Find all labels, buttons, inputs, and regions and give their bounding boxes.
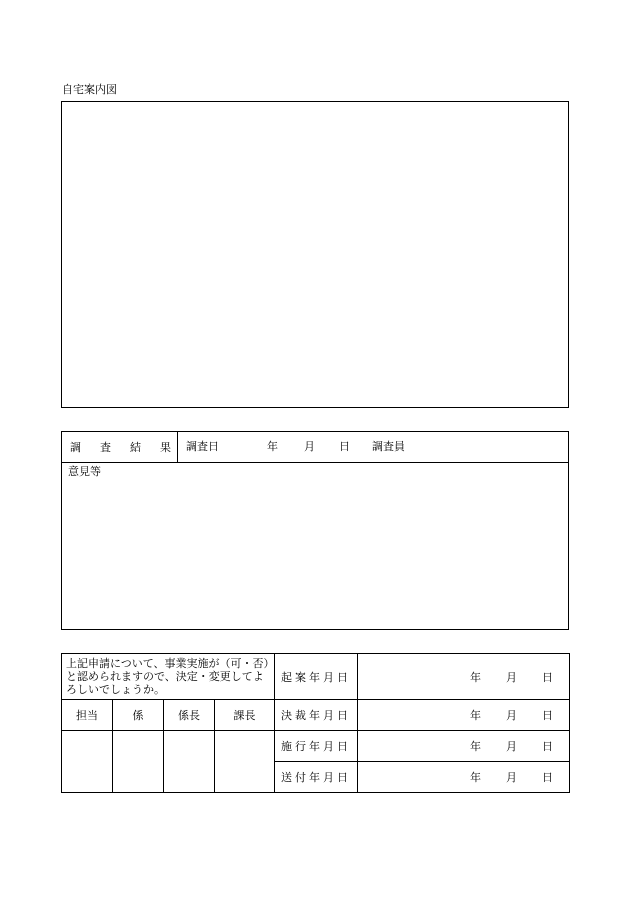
month-label: 月 (506, 670, 517, 684)
survey-year-label: 年 (267, 440, 278, 453)
survey-result-char: 結 (130, 441, 141, 454)
year-label: 年 (470, 771, 481, 784)
day-label: 日 (542, 709, 553, 722)
year-label: 年 (470, 709, 481, 722)
approval-statement-line: 上記申請について、事業実施が（可・否） (66, 657, 275, 670)
survey-result-table (61, 431, 569, 630)
map-area (61, 101, 569, 408)
year-label: 年 (470, 740, 481, 753)
month-label: 月 (506, 740, 517, 753)
date-label-decision: 決裁年月日 (275, 700, 358, 731)
map-title: 自宅案内図 (62, 83, 117, 96)
approval-statement-line: ろしいでしょうか。 (66, 683, 165, 696)
date-label-dispatch: 送付年月日 (275, 762, 358, 793)
day-label: 日 (542, 771, 553, 784)
stamp-box-tanto (62, 731, 113, 793)
stamp-box-kakari (113, 731, 164, 793)
date-value-decision (358, 700, 570, 731)
day-label: 日 (542, 670, 553, 684)
year-label: 年 (470, 670, 481, 684)
day-label: 日 (542, 740, 553, 753)
approval-table (61, 653, 569, 793)
month-label: 月 (506, 771, 517, 784)
approval-statement (62, 654, 275, 700)
survey-month-label: 月 (304, 440, 315, 453)
approval-statement-line: と認められますので、決定・変更してよ (66, 670, 264, 683)
survey-day-label: 日 (339, 440, 350, 453)
date-value-dispatch (358, 762, 570, 793)
date-value-enforcement (358, 731, 570, 762)
survey-result-char: 査 (100, 441, 111, 454)
survey-date-label: 調査日 (186, 440, 219, 453)
date-label-draft: 起案年月日 (275, 654, 358, 700)
survey-inspector-label: 調査員 (372, 440, 405, 453)
survey-result-char: 調 (70, 441, 81, 454)
stamp-box-kakaricho (164, 731, 215, 793)
date-label-enforcement: 施行年月日 (275, 731, 358, 762)
survey-header-row (62, 432, 568, 463)
role-kakaricho: 係長 (164, 700, 215, 731)
survey-result-char: 果 (160, 441, 171, 454)
role-kacho: 課長 (215, 700, 275, 731)
opinion-label: 意見等 (68, 465, 101, 478)
role-kakari: 係 (113, 700, 164, 731)
stamp-box-kacho (215, 731, 275, 793)
survey-result-label (62, 432, 178, 462)
role-tanto: 担当 (62, 700, 113, 731)
date-value-draft (358, 654, 570, 700)
month-label: 月 (506, 709, 517, 722)
